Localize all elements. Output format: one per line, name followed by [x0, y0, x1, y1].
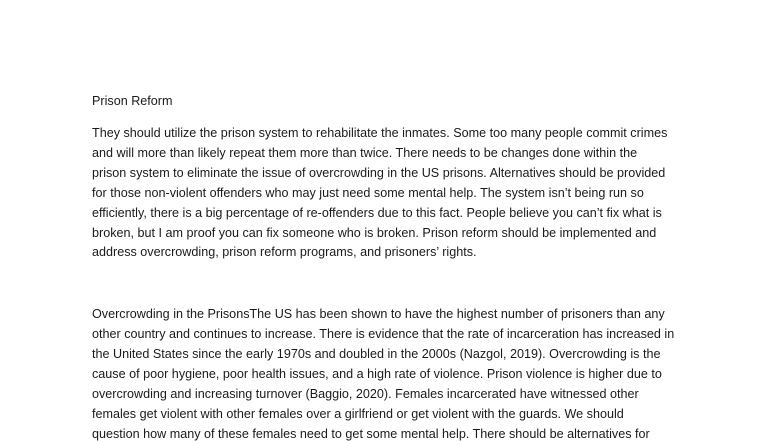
paragraph-line: question how many of these females need to get some mental help. There should be alternatives for [92, 426, 650, 441]
paragraph-line: the United States since the early 1970s and doubled in the 2000s (Nazgol, 2019). Overcrowding is the [92, 347, 661, 362]
paragraph-line: for those non-violent offenders who may just need some mental help. The system isn’t being run so [92, 185, 644, 200]
paragraph-intro [92, 124, 692, 263]
paragraph-line: They should utilize the prison system to rehabilitate the inmates. Some too many people commit crimes [92, 126, 668, 140]
paragraph-line: overcrowding and increasing turnover (Baggio, 2020). Females incarcerated have witnessed other [92, 386, 639, 401]
paragraph-line: and will more than likely repeat them more than twice. There needs to be changes done within the [92, 145, 638, 160]
document-title: Prison Reform [92, 94, 173, 108]
paragraph-spacer [92, 263, 692, 305]
paragraph-line: efficiently, there is a big percentage of re-offenders due to this fact. People believe you can’t fix what is [92, 205, 662, 220]
paragraph-line: Overcrowding in the PrisonsThe US has been shown to have the highest number of prisoners than any [92, 307, 665, 322]
paragraph-line: other country and continues to increase. There is evidence that the rate of incarceration has increased in [92, 327, 675, 342]
paragraph-line: broken, but I am proof you can fix someone who is broken. Prison reform should be implemented and [92, 225, 657, 240]
paragraph-line: cause of poor hygiene, poor health issues, and a high rate of violence. Prison violence is higher due to [92, 367, 662, 382]
paragraph-line: address overcrowding, prison reform programs, and prisoners’ rights. [92, 245, 477, 260]
paragraph-line: females get violent with other females over a girlfriend or get violent with the guards. We should [92, 406, 624, 421]
document-body [92, 92, 692, 441]
paragraph-line: prison system to eliminate the issue of overcrowding in the US prisons. Alternatives should be provided [92, 165, 666, 180]
paragraph-overcrowding [92, 305, 692, 441]
